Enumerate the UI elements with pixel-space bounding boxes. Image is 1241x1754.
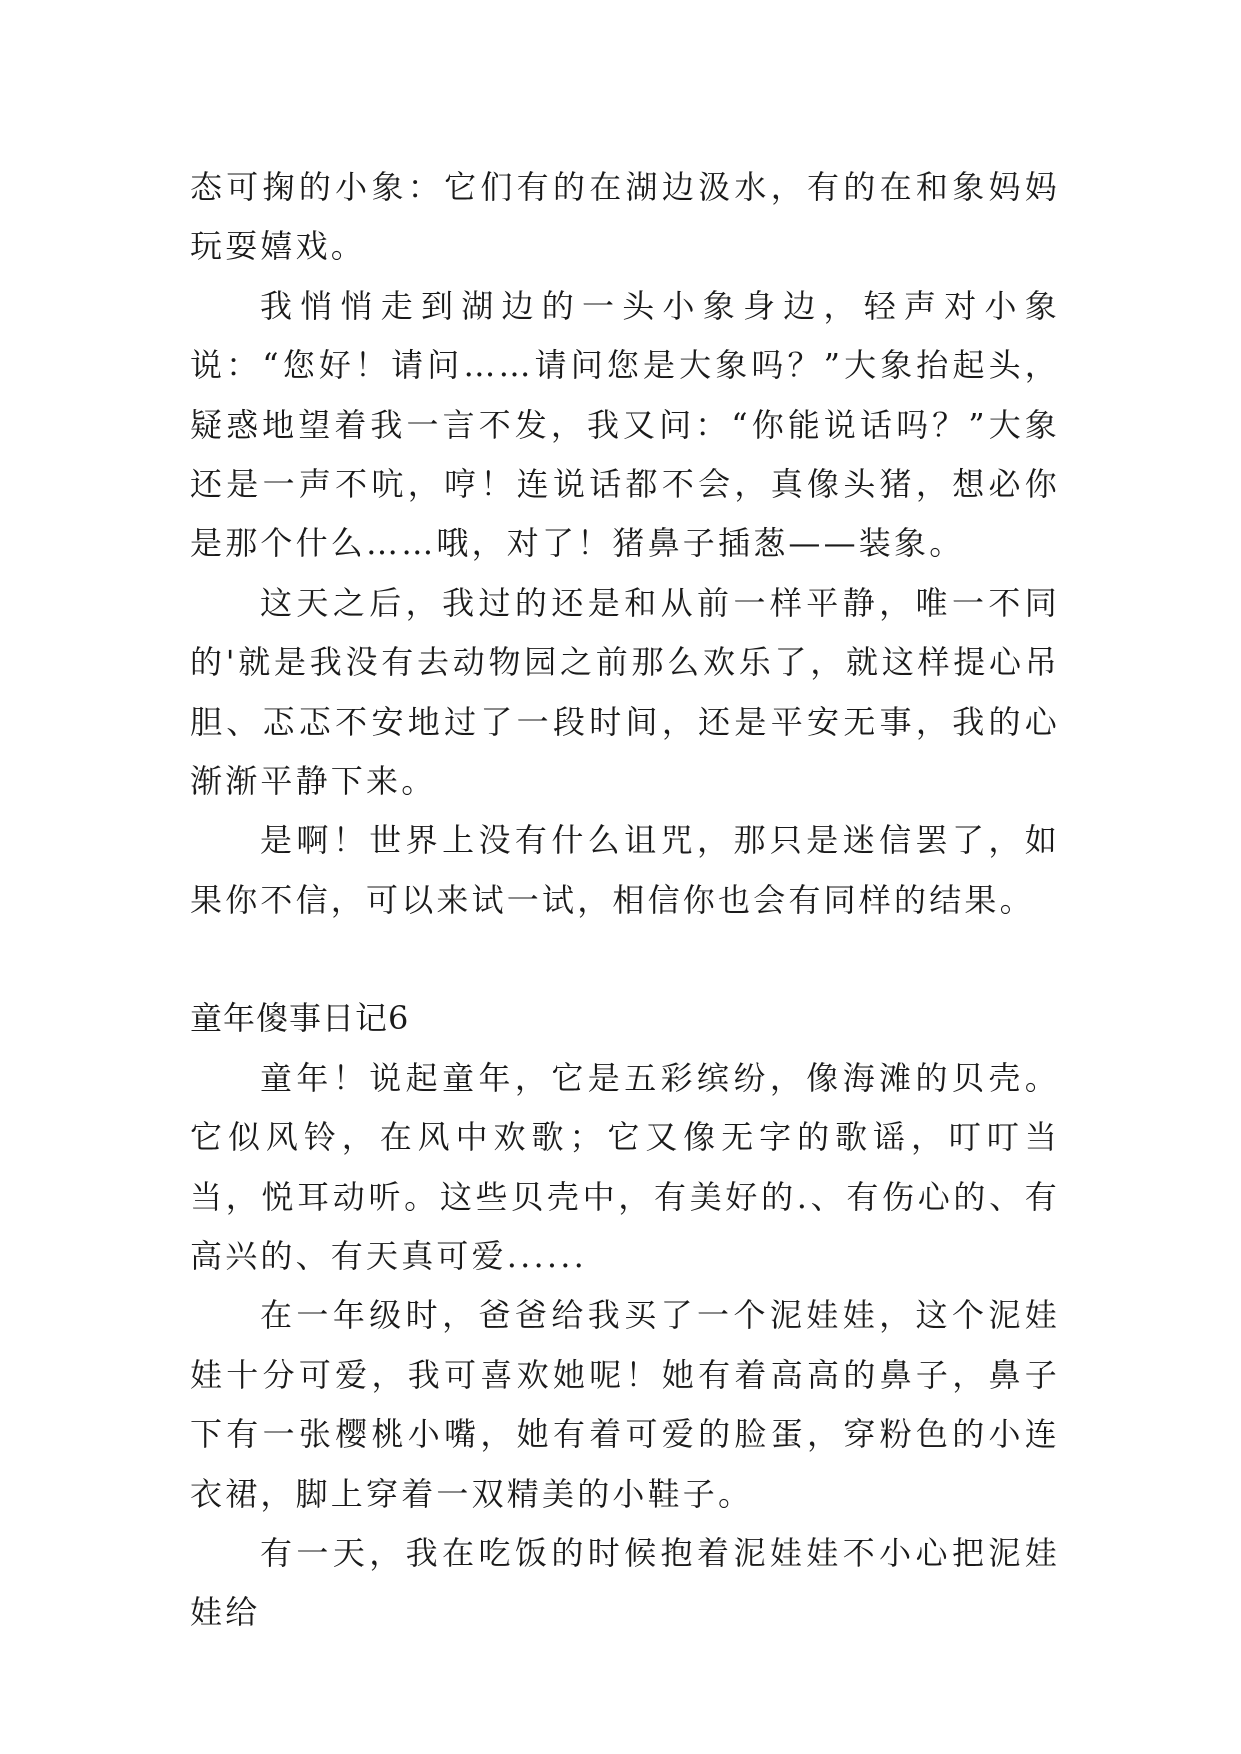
paragraph: 在一年级时，爸爸给我买了一个泥娃娃，这个泥娃娃十分可爱，我可喜欢她呢！她有着高高的鼻子，鼻子下有一张樱桃小嘴，她有着可爱的脸蛋，穿粉色的小连衣裙，脚上穿着一双精美的小鞋子。 xyxy=(190,1296,1060,1513)
paragraph: 我悄悄走到湖边的一头小象身边，轻声对小象说：“您好！请问……请问您是大象吗？”大象抬起头，疑惑地望着我一言不发，我又问：“你能说话吗？”大象还是一声不吭，哼！连说话都不会，真像头猪，想必你是那个什么……哦，对了！猪鼻子插葱——装象。 xyxy=(190,286,1060,563)
paragraph: 是啊！世界上没有什么诅咒，那只是迷信罢了，如果你不信，可以来试一试，相信你也会有同样的结果。 xyxy=(190,821,1060,919)
paragraph: 这天之后，我过的还是和从前一样平静，唯一不同的'就是我没有去动物园之前那么欢乐了，就这样提心吊胆、忑忑不安地过了一段时间，还是平安无事，我的心渐渐平静下来。 xyxy=(190,583,1060,801)
paragraph: 态可掬的小象：它们有的在湖边汲水，有的在和象妈妈玩耍嬉戏。 xyxy=(190,168,1060,266)
paragraph: 童年！说起童年，它是五彩缤纷，像海滩的贝壳。它似风铃，在风中欢歌；它又像无字的歌谣，叮叮当当，悦耳动听。这些贝壳中，有美好的.、有伤心的、有高兴的、有天真可爱...... xyxy=(190,1058,1060,1275)
section-title: 童年傻事日记6 xyxy=(190,999,410,1038)
paragraph: 有一天，我在吃饭的时候抱着泥娃娃不小心把泥娃娃给 xyxy=(190,1533,1060,1632)
document-body xyxy=(190,158,1060,1643)
